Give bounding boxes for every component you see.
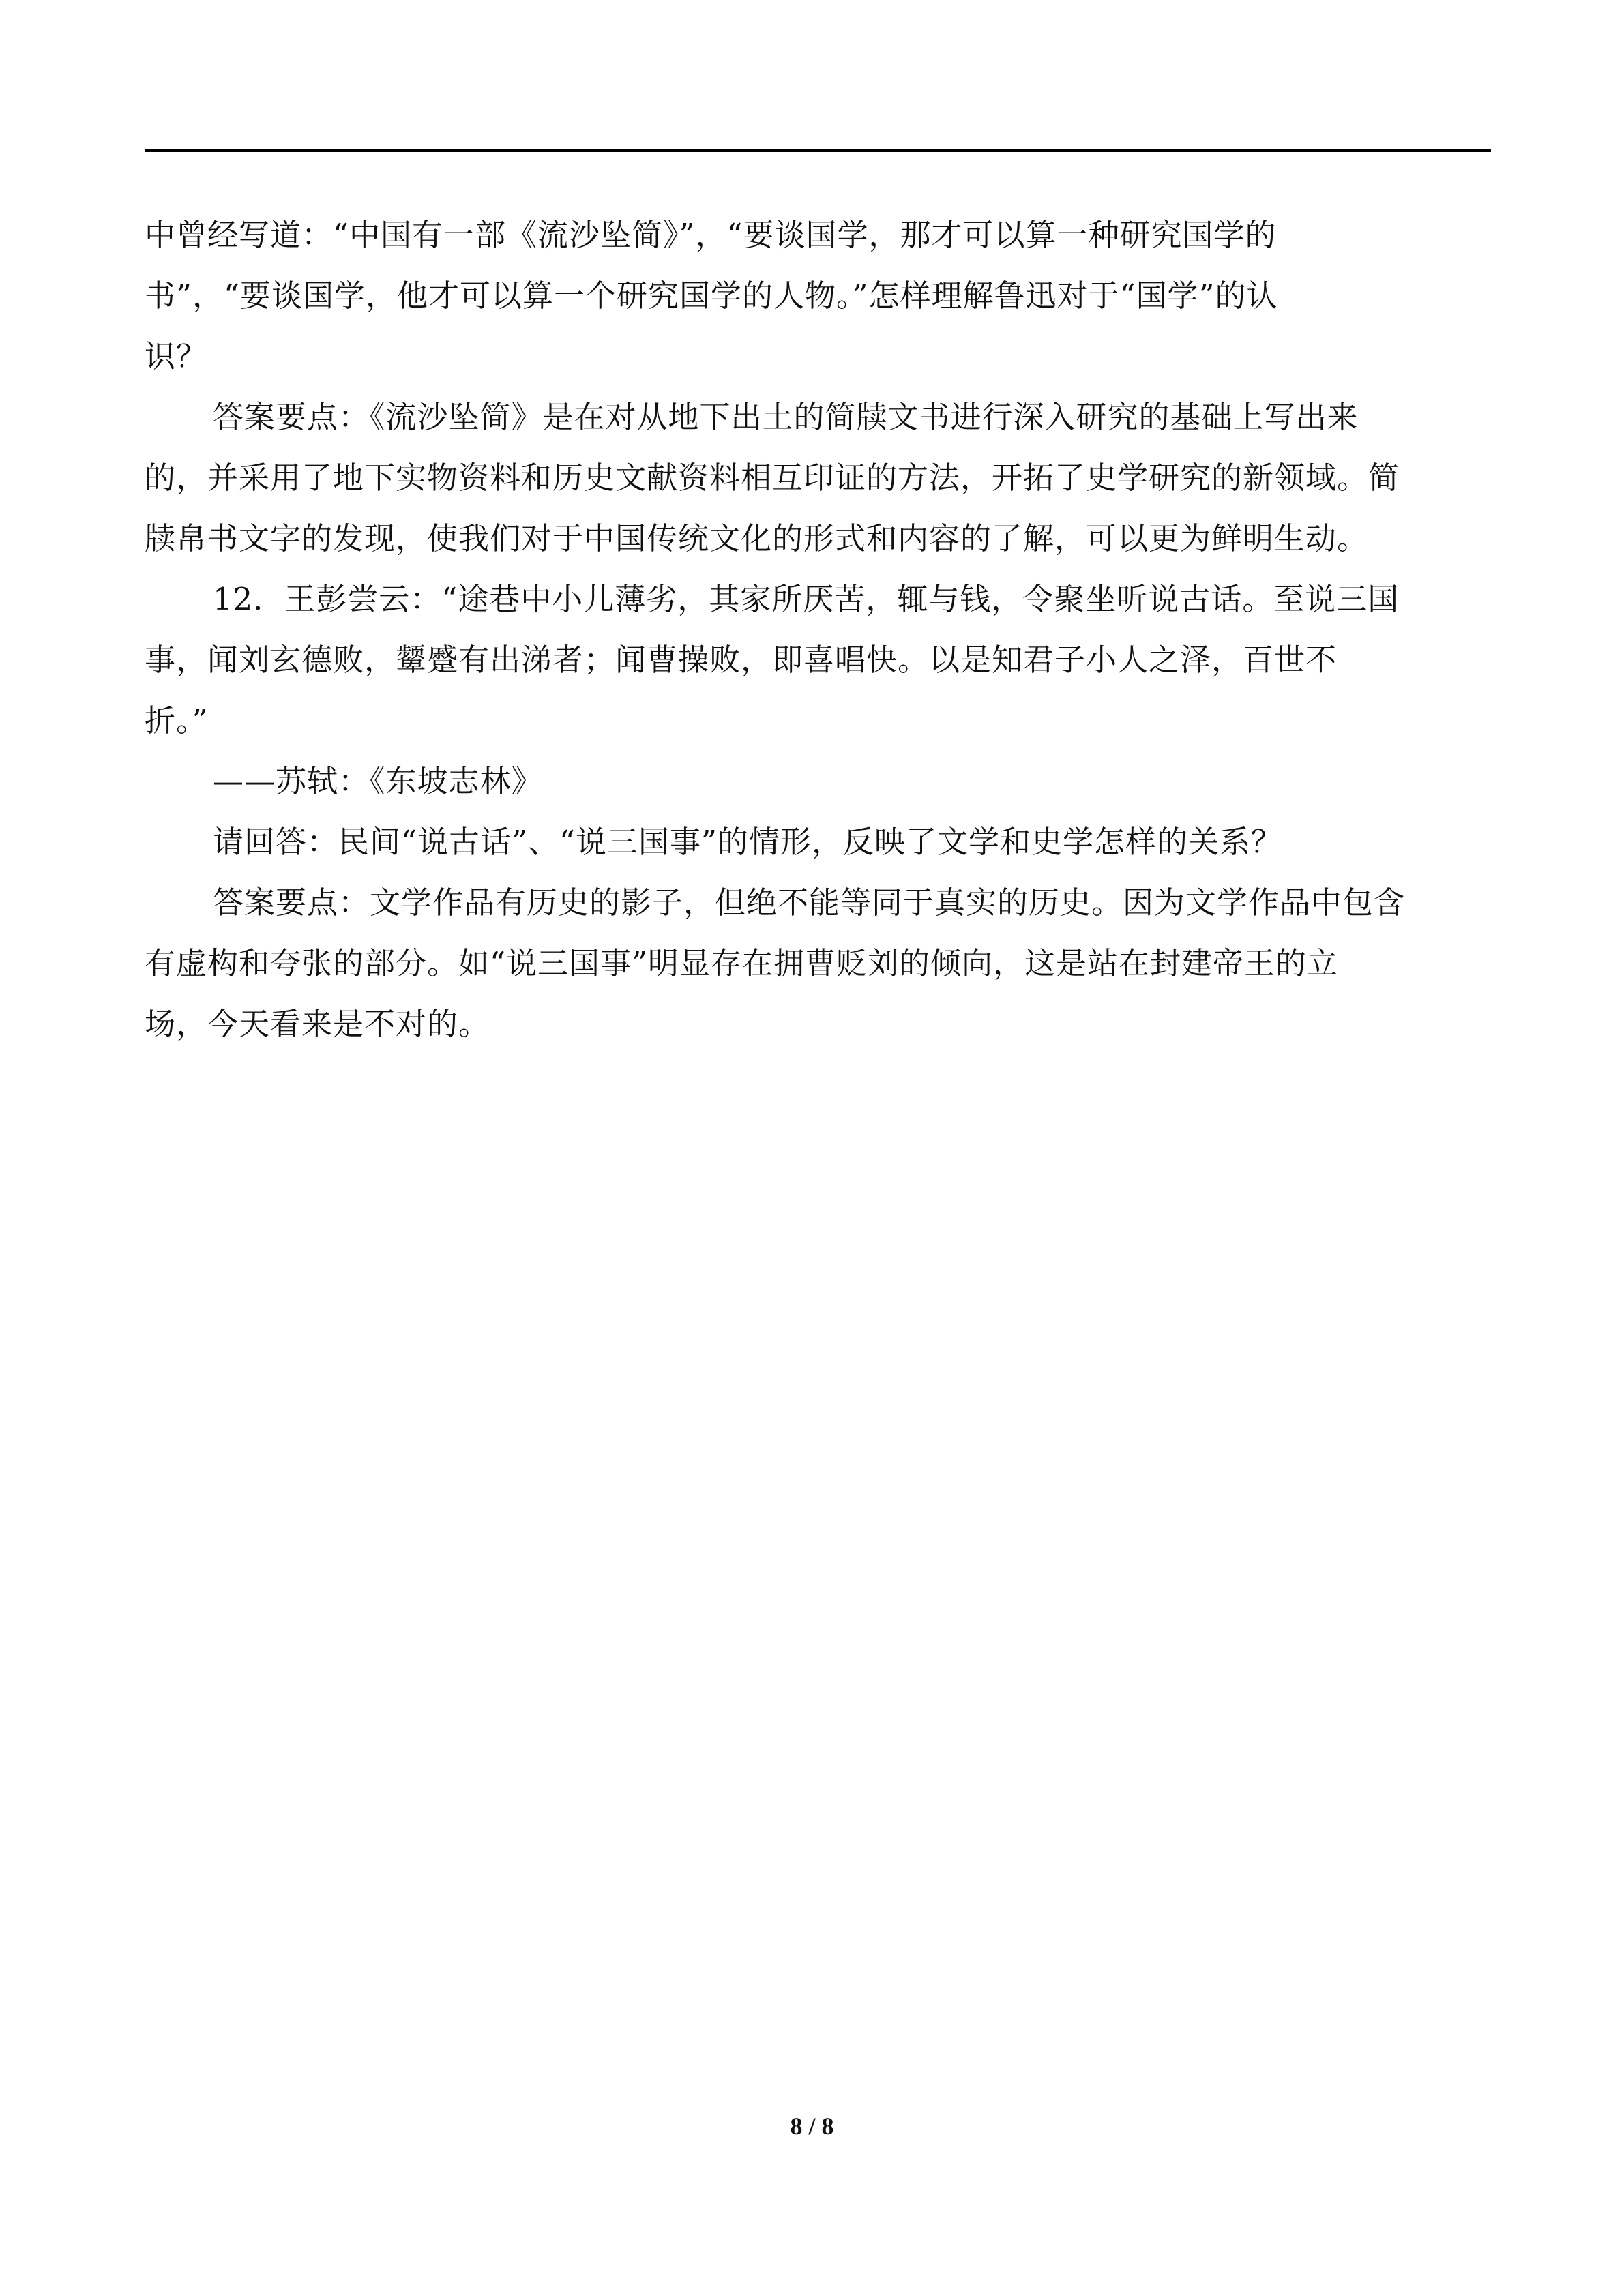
page-number: 8 / 8 xyxy=(790,2113,834,2140)
text-line: 请回答：民间“说古话”、“说三国事”的情形，反映了文学和史学怎样的关系？ xyxy=(213,824,1283,860)
text-line: 答案要点：文学作品有历史的影子，但绝不能等同于真实的历史。因为文学作品中包含 xyxy=(213,884,1406,921)
text-line: 书”，“要谈国学，他才可以算一个研究国学的人物。”怎样理解鲁迅对于“国学”的认 xyxy=(145,278,1278,314)
paragraph-question-12 xyxy=(145,569,1491,751)
paragraph-lu-xun-quote xyxy=(145,205,1491,387)
text-line: 事，闻刘玄德败，颦蹙有出涕者；闻曹操败，即喜唱快。以是知君子小人之泽，百世不 xyxy=(145,642,1338,678)
text-line: 折。” xyxy=(145,702,209,739)
paragraph-source-citation xyxy=(145,751,1491,811)
document-body xyxy=(145,205,1491,1054)
text-line: 有虚构和夸张的部分。如“说三国事”明显存在拥曹贬刘的倾向，这是站在封建帝王的立 xyxy=(145,945,1339,981)
paragraph-answer-2 xyxy=(145,872,1491,1054)
text-line: 中曾经写道：“中国有一部《流沙坠简》”，“要谈国学，那才可以算一种研究国学的 xyxy=(145,217,1277,253)
text-line: 的，并采用了地下实物资料和历史文献资料相互印证的方法，开拓了史学研究的新领域。简 xyxy=(145,460,1400,496)
paragraph-answer-1 xyxy=(145,387,1491,569)
text-line: 牍帛书文字的发现，使我们对于中国传统文化的形式和内容的了解，可以更为鲜明生动。 xyxy=(145,520,1369,556)
text-line: 场，今天看来是不对的。 xyxy=(145,1006,490,1042)
text-line: 12．王彭尝云：“途巷中小儿薄劣，其家所厌苦，辄与钱，令聚坐听说古话。至说三国 xyxy=(213,581,1400,617)
text-line: ——苏轼：《东坡志林》 xyxy=(213,763,543,799)
text-line: 识？ xyxy=(145,338,208,374)
header-rule xyxy=(145,149,1491,152)
text-line: 答案要点：《流沙坠简》是在对从地下出土的简牍文书进行深入研究的基础上写出来 xyxy=(213,399,1359,435)
paragraph-question-prompt xyxy=(145,811,1491,872)
